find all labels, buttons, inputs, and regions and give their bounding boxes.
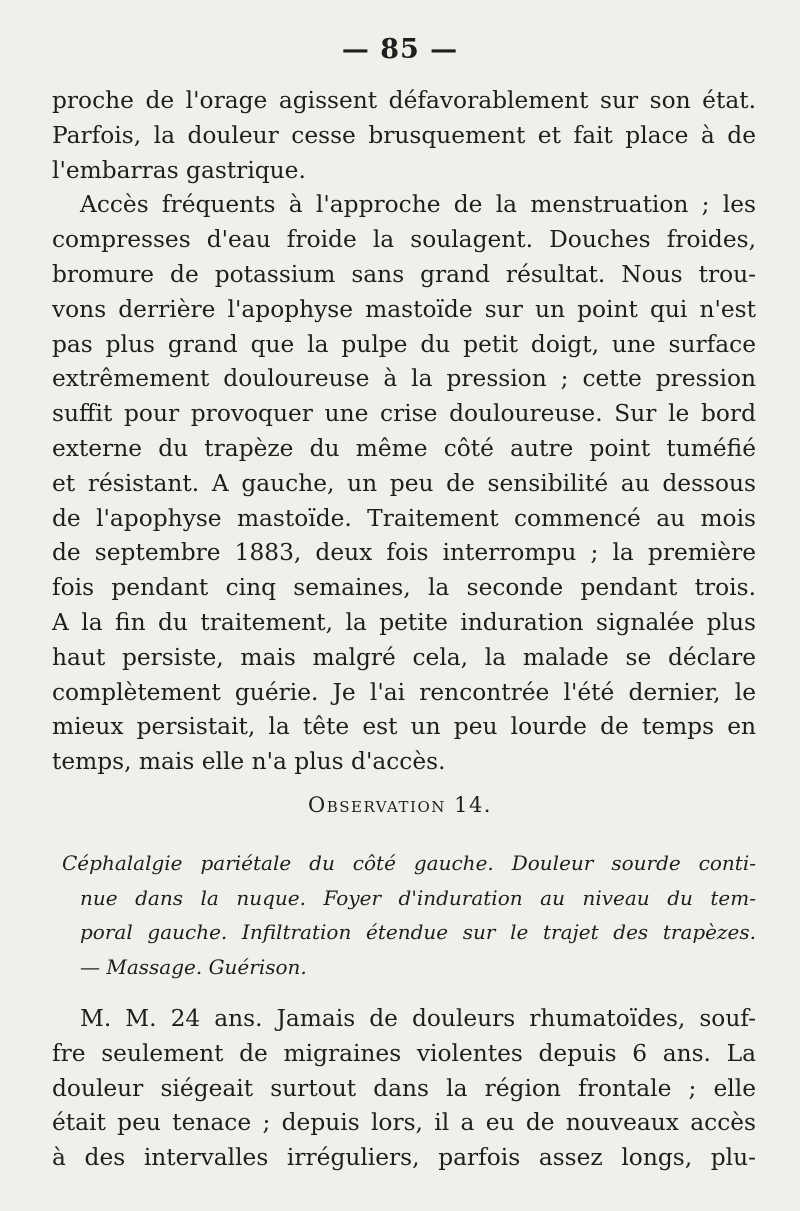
- text-line: M. M. 24 ans. Jamais de douleurs rhumatoïdes, souf-: [80, 1005, 756, 1032]
- summary-line: Céphalalgie pariétale du côté gauche. Douleur sourde conti-: [62, 851, 756, 875]
- text-line: A la fin du traitement, la petite induration signalée plus: [52, 608, 756, 636]
- summary-line: poral gauche. Infiltration étendue sur le trajet des trapèzes.: [80, 920, 756, 944]
- text-line: haut persiste, mais malgré cela, la malade se déclare: [52, 643, 756, 671]
- text-line: l'embarras gastrique.: [52, 156, 306, 184]
- paragraph-continued: [52, 84, 756, 188]
- text-line: extrêmement douloureuse à la pression ; cette pression: [52, 365, 756, 393]
- body-text-lower: [52, 1002, 756, 1176]
- paragraph-case: [52, 1002, 756, 1176]
- body-text-upper: [52, 84, 756, 780]
- text-line: et résistant. A gauche, un peu de sensibilité au dessous: [52, 469, 756, 497]
- observation-heading: Observation 14.: [308, 793, 492, 817]
- summary-line: nue dans la nuque. Foyer d'induration au niveau du tem-: [80, 885, 756, 910]
- text-line: de septembre 1883, deux fois interrompu ; la première: [52, 539, 756, 567]
- text-line: à des intervalles irréguliers, parfois assez longs, plu-: [52, 1144, 756, 1172]
- text-line: bromure de potassium sans grand résultat. Nous trou-: [52, 260, 756, 288]
- text-line: Parfois, la douleur cesse brusquement et fait place à de: [52, 121, 756, 149]
- summary-line: — Massage. Guérison.: [80, 954, 307, 979]
- text-line: douleur siégeait surtout dans la région frontale ; elle: [52, 1074, 756, 1102]
- text-line: temps, mais elle n'a plus d'accès.: [52, 748, 446, 776]
- text-line: proche de l'orage agissent défavorablement sur son état.: [52, 87, 756, 114]
- text-line: pas plus grand que la pulpe du petit doigt, une surface: [52, 330, 756, 358]
- observation-summary: [62, 846, 756, 984]
- text-line: mieux persistait, la tête est un peu lourde de temps en: [52, 713, 756, 741]
- text-line: suffit pour provoquer une crise douloureuse. Sur le bord: [52, 400, 756, 428]
- text-line: de l'apophyse mastoïde. Traitement commencé au mois: [52, 504, 756, 532]
- text-line: complètement guérie. Je l'ai rencontrée l'été dernier, le: [52, 678, 756, 706]
- text-line: externe du trapèze du même côté autre point tuméfié: [52, 434, 756, 462]
- text-line: était peu tenace ; depuis lors, il a eu de nouveaux accès: [52, 1109, 756, 1137]
- text-line: Accès fréquents à l'approche de la menstruation ; les: [80, 191, 756, 219]
- text-line: compresses d'eau froide la soulagent. Douches froides,: [52, 226, 756, 254]
- text-line: fre seulement de migraines violentes depuis 6 ans. La: [52, 1039, 756, 1067]
- text-line: fois pendant cinq semaines, la seconde pendant trois.: [52, 574, 756, 602]
- text-line: vons derrière l'apophyse mastoïde sur un point qui n'est: [52, 295, 756, 323]
- paragraph-access: [52, 188, 756, 780]
- page-number: — 85 —: [341, 34, 459, 65]
